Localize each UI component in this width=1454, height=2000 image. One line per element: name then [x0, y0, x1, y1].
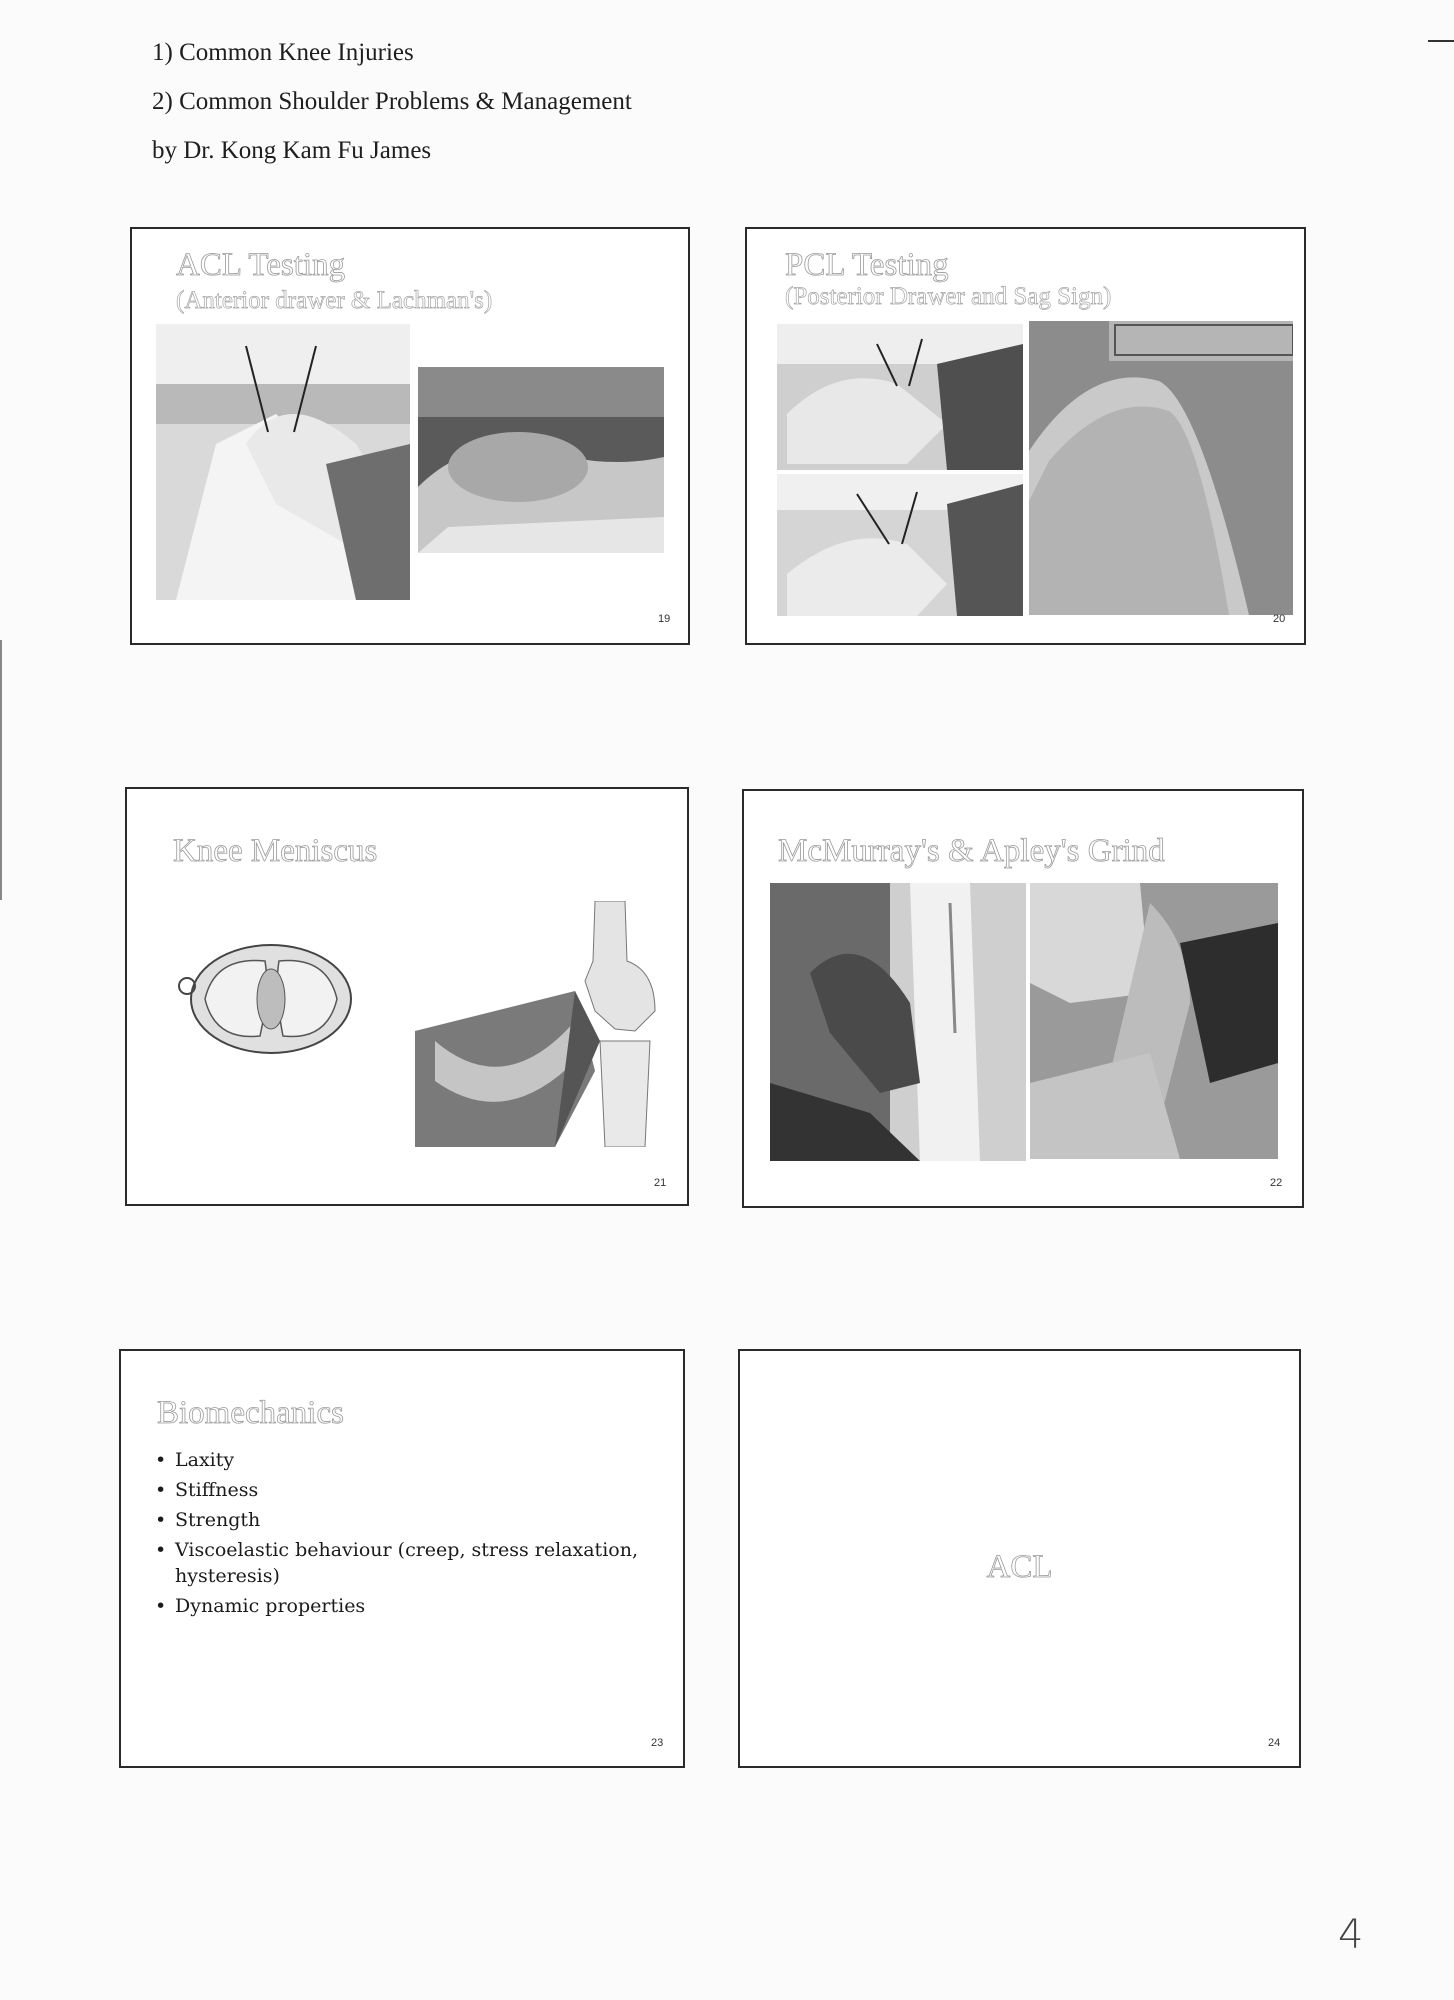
- bullet-text: Viscoelastic behaviour (creep, stress relaxation,: [175, 1539, 638, 1561]
- slide-number: 24: [1268, 1737, 1281, 1749]
- knee-joint-anatomy: [415, 901, 667, 1147]
- document-header: [152, 38, 632, 185]
- posterior-drawer-photo: [777, 324, 1023, 470]
- bullet-item: • Dynamic properties: [151, 1593, 671, 1619]
- slide-24: [738, 1349, 1301, 1768]
- slide-22: [742, 789, 1304, 1208]
- slide-title: PCL Testing: [785, 247, 949, 283]
- bullet-item: [151, 1537, 671, 1589]
- bullet-text-continued: hysteresis): [175, 1565, 280, 1587]
- lachman-test-photo: [418, 367, 664, 553]
- header-line-1: 1) Common Knee Injuries: [152, 39, 414, 66]
- slide-number: 22: [1270, 1177, 1283, 1189]
- slide-title: ACL Testing: [176, 247, 346, 283]
- bullet-item: • Laxity: [151, 1447, 671, 1473]
- handwritten-page-number: 4: [1338, 1912, 1364, 1958]
- slide-number: 21: [654, 1177, 667, 1189]
- bullet-list: [151, 1447, 671, 1623]
- slide-title: McMurray's & Apley's Grind: [778, 833, 1165, 869]
- meniscus-diagram: [175, 941, 357, 1063]
- knee-closeup-photo: [1029, 321, 1293, 615]
- slide-subtitle: (Anterior drawer & Lachman's): [176, 287, 493, 314]
- slide-21: [125, 787, 689, 1206]
- sag-sign-photo-lower: [777, 474, 1023, 616]
- slide-title: Biomechanics: [157, 1395, 344, 1431]
- slide-subtitle: (Posterior Drawer and Sag Sign): [785, 283, 1112, 310]
- slide-title: Knee Meniscus: [173, 833, 378, 869]
- scan-edge-mark: [0, 640, 2, 900]
- header-line-3: by Dr. Kong Kam Fu James: [152, 137, 432, 164]
- slide-number: 19: [658, 613, 671, 625]
- bullet-item: • Stiffness: [151, 1477, 671, 1503]
- header-line-2: 2) Common Shoulder Problems & Management: [152, 88, 632, 115]
- mcmurray-test-photo: [770, 883, 1026, 1161]
- slide-20: [745, 227, 1306, 645]
- slide-title: ACL: [986, 1549, 1053, 1585]
- slide-19: [130, 227, 690, 645]
- slide-number: 23: [651, 1737, 664, 1749]
- bullet-item: • Strength: [151, 1507, 671, 1533]
- slide-number: 20: [1273, 613, 1286, 625]
- slide-23: [119, 1349, 685, 1768]
- scan-edge-mark: [1428, 40, 1454, 42]
- apley-grind-photo: [1030, 883, 1278, 1159]
- knee-exam-photo: [156, 324, 410, 600]
